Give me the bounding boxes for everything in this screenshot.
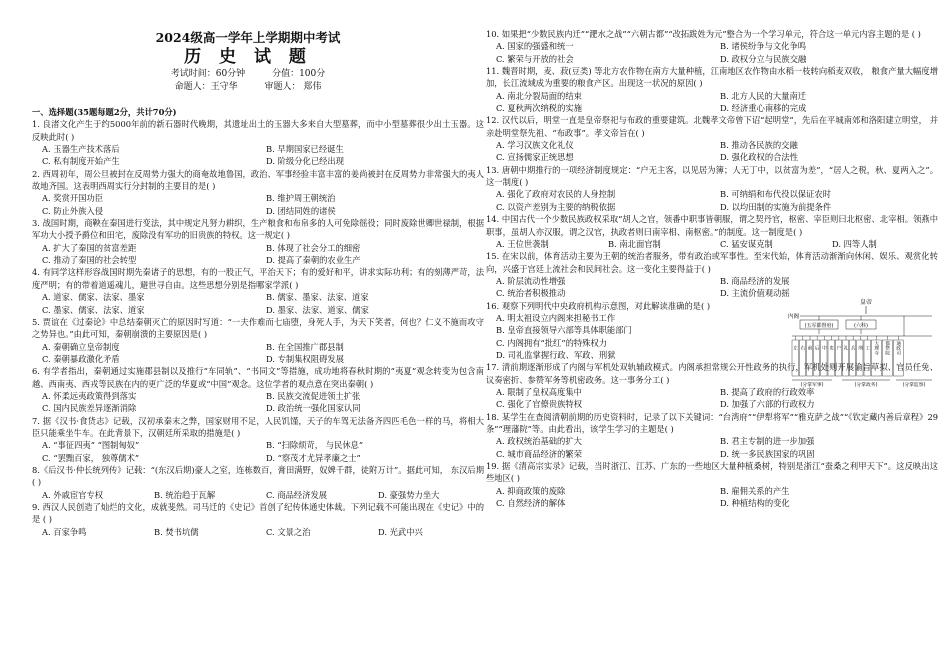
option: D. 以均田制的实施为前提条件	[720, 201, 832, 212]
option: C. 文景之治	[266, 526, 311, 537]
question	[32, 217, 484, 266]
option: A. 限制了皇权高度集中	[496, 386, 582, 397]
question-stem: 12. 汉代以后，明堂一直是皇帝祭祀与布政的重要建筑。北魏孝文帝曾下诏“起明堂”，先后在平城南郊和洛阳建立明堂， 并亲赴明堂祭先祖、“布政事”。孝文帝旨在( )	[486, 115, 938, 138]
option: C. 宣扬儒家正统思想	[496, 152, 574, 163]
diagram-wuju: (五军都督府)	[804, 322, 834, 329]
question	[32, 415, 484, 464]
option: B. 民族交流促进领土扩张	[266, 390, 361, 401]
option: D. 提高了秦朝的农业生产	[266, 255, 361, 266]
option: B. 商品经济的发展	[720, 275, 790, 286]
exam-meta-row1	[12, 68, 484, 81]
option: B. 可纳绢和布代役以保证农时	[720, 189, 831, 200]
question	[486, 411, 938, 460]
question-stem: 19. 据《清高宗实录》记载，当时浙江、江苏、广东的一些地区大量种植桑树，特别是浙江“蚕桑之利甲天下”。这反映出这些地区( )	[486, 461, 938, 484]
option: B. 维护周王朝统治	[266, 193, 336, 204]
option: A. 政权统治基础的扩大	[496, 436, 582, 447]
option: A. 扩大了秦国的贫富差距	[42, 242, 137, 253]
option: B. 在全国推广郡县制	[266, 341, 344, 352]
option: A. 道家、儒家、法家、墨家	[42, 292, 145, 303]
left-question-list	[32, 118, 484, 538]
question-stem: 3. 战国时期，商鞅在秦国进行变法，其中规定凡努力耕织，生产粮食和布帛多的人可免除徭役；同时废除世卿世禄制，根据军功大小授予爵位和田宅，废除没有军功的旧贵族的特权。这一规定( )	[32, 218, 484, 241]
option: C. 内阁拥有“批红”的特殊权力	[496, 337, 608, 348]
option: A. 秦朝确立皇帝制度	[42, 341, 120, 352]
question-stem: 6. 有学者指出，秦朝通过实施郡县制以及推行“车同轨”、“书同文”等措施，成功地将春秋时期的“夷夏”观念转变为包含南越、西南夷、西戎等民族在内的更广泛的华夏或“中国”观念。这位学者的观点意在突出秦朝( )	[32, 366, 484, 389]
option: C. 商品经济发展	[266, 489, 328, 500]
diagram-office-label: 礼	[843, 345, 848, 350]
option: A. “事征四夷” “图制匈奴”	[42, 440, 140, 451]
diagram-office-label: 大理寺	[873, 340, 879, 355]
question-stem: 9. 西汉人民创造了灿烂的文化，成就斐然。司马迁的《史记》首创了纪传体通史体裁。下列记载不可能出现在《史记》中的是 ( )	[32, 502, 484, 525]
option: D. 强化政权的合法性	[720, 152, 799, 163]
option: B. 统治趋于瓦解	[154, 489, 216, 500]
question-stem: 16. 观察下列明代中央政府机构示意图，对此解读准确的是( )	[486, 300, 711, 311]
option: A. 南北分裂局面的结束	[496, 90, 582, 101]
option: B. 南北面官制	[608, 238, 661, 249]
exam-time: 考试时间：60分钟	[170, 69, 246, 79]
option: D. 经济重心南移的完成	[720, 103, 807, 114]
diagram-label-supervision: (分掌监察)	[902, 382, 926, 388]
left-column	[32, 30, 484, 538]
option: D. 统一多民族国家的巩固	[720, 448, 815, 459]
question	[486, 114, 938, 163]
question	[32, 365, 484, 414]
option: C. 自然经济的解体	[496, 498, 566, 509]
option: B. 诸侯纷争与文化争鸣	[720, 41, 807, 52]
question-stem: 10. 如果把“少数民族内迁”“淝水之战”“六朝古都”“改拓跋姓为元”整合为一个学习单元，符合这一单元内容主题的是 ( )	[486, 29, 921, 39]
question	[32, 501, 484, 538]
diagram-label-admin: (分掌政务)	[854, 382, 878, 388]
diagram-emperor: 皇帝	[859, 298, 873, 306]
diagram-office-label: 吏	[828, 345, 834, 350]
option: C. 城市商品经济的繁荣	[496, 448, 582, 459]
question	[32, 118, 484, 167]
diagram-office-label: 中	[821, 345, 827, 350]
option: A. 明太祖设立内阁来担秘书工作	[496, 312, 616, 323]
option: B. 体现了社会分工的细密	[266, 242, 361, 253]
option: C. 防止外族入侵	[42, 205, 104, 216]
diagram-neige: 内阁	[788, 313, 800, 320]
exam-reviewer: 审题人： 郑伟	[264, 82, 322, 92]
diagram-office-label: 刑	[857, 345, 863, 350]
option: A. 怀柔远夷政策得到落实	[42, 390, 137, 401]
exam-subtitle: 历 史 试 题	[184, 47, 312, 67]
option: D. 团结同姓的诸侯	[266, 205, 336, 216]
question	[32, 168, 484, 217]
question	[486, 213, 938, 250]
option: D. 加强了六部的行政权力	[720, 399, 815, 410]
diagram-office-label: 户	[835, 345, 841, 350]
option: D. 政治统一强化国家认同	[266, 403, 361, 414]
option: D. “察茂才尤异孝廉之士”	[266, 452, 361, 463]
option: C. 繁荣与开放的社会	[496, 53, 574, 64]
diagram-office-label: 右	[799, 345, 805, 350]
option: B. 君主专制的进一步加强	[720, 436, 815, 447]
question-stem: 8.《后汉书·仲长统列传》记载：“(东汉后期)豪人之室，连栋数百，膏田满野，奴婢千群，徒附万计”。据此可知， 东汉后期( )	[32, 464, 484, 488]
option: C. 强化了官僚贵族特权	[496, 399, 582, 410]
exam-setter: 命题人：王守华	[174, 82, 238, 92]
question-stem: 1. 良渚文化产生于约5000年前的新石器时代晚期，其遗址出土的玉器大多来自大型墓葬，而中小型墓葬很少出土玉器。这反映此时( )	[32, 119, 484, 142]
exam-meta-row2	[12, 81, 484, 94]
option: B. 推动各民族的交融	[720, 140, 798, 151]
option: B. 儒家、墨家、法家、道家	[266, 292, 369, 303]
diagram-office-label: 工	[864, 345, 870, 350]
option: C. 夏秋两次纳税的实施	[496, 103, 582, 114]
option: B. 雇佣关系的产生	[720, 485, 790, 496]
option: A. 奖赏开国功臣	[42, 193, 104, 204]
option: D. 豪强势力坐大	[378, 489, 440, 500]
question-stem: 7. 据《汉书·食货志》记载，汉初承秦末之弊，国家财用不足，人民饥馑，天子的车驾无法备齐四匹毛色一样的马，将相大臣只能乘坐牛车。在此背景下，汉朝廷所采取的措施是( )	[32, 415, 484, 438]
exam-title: 2024级高一学年上学期期中考试	[155, 30, 341, 45]
option: A. 抑商政策的废除	[496, 485, 566, 496]
question-stem: 15. 在宋以前，体育活动主要为王朝的统治者服务，带有政治或军事性。至宋代始，体育活动渐渐向休闲、娱乐、观赏化转向，兴盛于宫廷上流社会和民间社会。这一变化主要得益于( )	[486, 251, 938, 274]
option: D. 司礼监掌握行政、军政、刑狱	[496, 349, 616, 360]
diagram-lower-offices	[792, 336, 903, 376]
option: D. 种植结构的变化	[720, 498, 790, 509]
option: A. 国家的强盛和统一	[496, 41, 574, 52]
option: C. “罢黜百家， 独尊儒术”	[42, 452, 140, 463]
exam-score: 分值：100分	[272, 69, 326, 79]
diagram-office-label: 前	[807, 345, 812, 350]
question	[32, 266, 484, 315]
diagram-office-label: 通政司	[895, 340, 901, 355]
question-stem: 5. 贾谊在《过秦论》中总结秦朝灭亡的原因时写道：“一夫作难而七庙堕，身死人手，为天下笑者，何也？仁义不施而攻守之势异也。”由此可知，秦朝崩溃的主要原因是( )	[32, 316, 484, 340]
option: A. 外戚宦官专权	[42, 489, 104, 500]
question	[32, 316, 484, 365]
right-column	[486, 28, 938, 509]
question-stem: 11. 魏晋时期，麦、菽(豆类) 等北方农作物在南方大量种植，江南地区农作物由水稻一枝转向稻麦双收， 粮食产量大幅度增加，长江流域成为重要的粮食产区。出现这一状况的原因( )	[486, 66, 938, 89]
diagram-label-military: (分掌军事)	[800, 382, 824, 388]
section-heading: 一、选择题(35题每题2分，共计70分)	[32, 107, 177, 117]
option: C. 国内民族差异逐渐消除	[42, 403, 137, 414]
question-stem: 13. 唐朝中期推行的一项经济制度规定：“户无主客，以见居为簿；人无丁中，以贫富为差”，“居人之税，秋、夏两入之”。这一制度( )	[486, 164, 938, 188]
diagram-liuke: (六科)	[854, 322, 868, 329]
question	[486, 65, 938, 114]
option: B. 提高了政府的行政效率	[720, 386, 815, 397]
question-stem: 2. 西周初年，周公旦被封在反周势力强大的商奄故地鲁国，政治、军事经验丰富丰富的姜尚被封在反周势力非常强大的夷人故地齐国。这表明西周实行分封制的主要目的是( )	[32, 168, 484, 192]
option: C. 墨家、儒家、法家、道家	[42, 304, 145, 315]
option: B. 焚书坑儒	[154, 526, 199, 537]
option: C. 猛安谋克制	[720, 238, 773, 249]
diagram-office-label: 后	[814, 345, 820, 350]
option: C. 秦朝暴政激化矛盾	[42, 353, 120, 364]
question-stem: 17. 清前期逐渐形成了内阁与军机处双轨辅政模式。内阁承担常规公开性政务的执行，军机处则开展谕旨草拟、官员任免、议奏密折、参赞军务等机密政务。这一事务分工( )	[486, 362, 938, 385]
diagram-office-label: 都察院	[884, 340, 890, 355]
right-question-list	[486, 28, 938, 300]
option: C. 统治者积极推动	[496, 288, 566, 299]
question	[486, 460, 938, 509]
option: D. 墨家、法家、道家、儒家	[266, 304, 369, 315]
option: A. 强化了政府对农民的人身控制	[496, 189, 616, 200]
option: D. 阶级分化已经出现	[266, 156, 345, 167]
option: A. 百家争鸣	[42, 526, 87, 537]
option: A. 王位世袭制	[496, 238, 549, 249]
option: B. 北方人民的大量南迁	[720, 90, 807, 101]
option: D. 光武中兴	[378, 526, 423, 537]
option: D. 政权分立与民族交融	[720, 53, 807, 64]
option: D. 四等人制	[832, 238, 877, 249]
question	[486, 164, 938, 213]
question	[486, 28, 938, 65]
option: D. 主流价值观动摇	[720, 288, 790, 299]
option: D. 专制集权阻碍发展	[266, 353, 345, 364]
question	[486, 250, 938, 299]
option: A. 阶层流动性增强	[496, 275, 566, 286]
option: A. 玉器生产技术落后	[42, 144, 120, 155]
question-stem: 14. 中国古代一个少数民族政权采取“胡人之官，领番中职事皆朝服，谓之契丹官，枢密、宰臣则曰北枢密、北宰相。领燕中职事，虽胡人亦汉服，谓之汉官，执政者则曰南宰相、南枢密。”的制度。这一制度是( )	[486, 214, 938, 237]
option: C. 以资产差别为主要的纳税依据	[496, 201, 616, 212]
question-stem: 4. 有同学这样形容战国时期先秦诸子的思想，有的一股正气，平治天下；有的爱好和平，讲求实际功利；有的刻薄严苛，法度严明；有的带着道遥魂儿，避世寻自由。这些思想分别是指哪家学派( )	[32, 267, 484, 290]
question	[32, 464, 484, 501]
option: B. “扫除烦苛， 与民休息”	[266, 440, 364, 451]
option: A. 学习汉族文化礼仪	[496, 140, 574, 151]
option: C. 推动了秦国的社会转型	[42, 255, 137, 266]
diagram-office-label: 兵	[850, 345, 856, 350]
option: B. 早期国家已经诞生	[266, 144, 344, 155]
option: C. 私有制度开始产生	[42, 156, 120, 167]
option: B. 皇帝直接领导六部等具体职能部门	[496, 325, 632, 336]
ming-government-diagram	[786, 296, 936, 406]
diagram-office-label: 左	[792, 345, 798, 350]
question-stem: 18. 某学生在查阅清朝前期的历史资料时，记录了以下关键词：“台湾府”“伊犁将军”“雅克萨之战”“《钦定藏内善后章程》29条”“理藩院”等。由此看出，该学生学习的主题是( )	[486, 411, 938, 434]
